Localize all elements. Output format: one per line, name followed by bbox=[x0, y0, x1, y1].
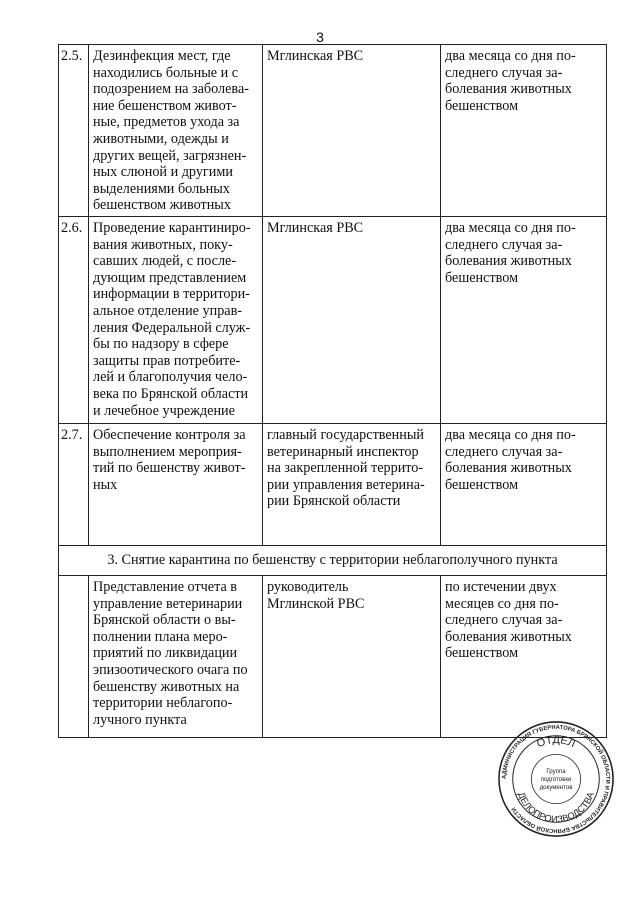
deadline-cell bbox=[441, 424, 607, 546]
text-line: болевания животных bbox=[445, 460, 572, 477]
text-line: защиты прав потребите- bbox=[93, 352, 241, 369]
text-line: на закрепленной террито- bbox=[267, 460, 424, 477]
action-cell bbox=[89, 576, 263, 738]
text-line: Дезинфекция мест, где bbox=[93, 48, 231, 64]
text-line: бешенством животных bbox=[93, 197, 231, 214]
action-cell bbox=[89, 45, 263, 217]
text-line: бешенству животных на bbox=[93, 678, 240, 695]
stamp-center-line: документов bbox=[539, 783, 573, 791]
responsible-cell bbox=[263, 424, 441, 546]
item-number bbox=[59, 576, 89, 738]
section-heading: 3. Снятие карантина по бешенству с территории неблагополучного пункта bbox=[59, 546, 607, 576]
deadline-cell bbox=[441, 217, 607, 424]
text-line: ние бешенством живот- bbox=[93, 97, 237, 114]
text-line: руководитель bbox=[267, 579, 349, 595]
text-line: бешенством bbox=[445, 476, 519, 493]
text-line: альное отделение управ- bbox=[93, 302, 243, 319]
text-line: главный государственный bbox=[267, 427, 424, 443]
text-line: находились больные и с bbox=[93, 64, 239, 81]
text-line: эпизоотического очага по bbox=[93, 661, 248, 678]
text-line: следнего случая за- bbox=[445, 612, 563, 629]
text-line: бешенством bbox=[445, 269, 519, 286]
deadline-cell bbox=[441, 45, 607, 217]
text-line: тий по бешенству живот- bbox=[93, 460, 246, 477]
text-line: два месяца со дня по- bbox=[445, 48, 576, 64]
text-line: болевания животных bbox=[445, 628, 572, 645]
text-line: болевания животных bbox=[445, 253, 572, 270]
text-line: Брянской области о вы- bbox=[93, 612, 236, 629]
table-row bbox=[59, 576, 607, 738]
stamp-ring-text: АДМИНИСТРАЦИЯ ГУБЕРНАТОРА БРЯНСКОЙ ОБЛАСТИ И ПРАВИТЕЛЬСТВА БРЯНСКОЙ ОБЛАСТИ bbox=[501, 724, 611, 834]
text-line: ветеринарный инспектор bbox=[267, 443, 419, 460]
text-line: полнении плана меро- bbox=[93, 628, 228, 645]
responsible-cell bbox=[263, 217, 441, 424]
text-line: подозрением на заболева- bbox=[93, 81, 249, 98]
stamp-top-arc: ОТДЕЛ bbox=[535, 734, 577, 751]
text-line: Мглинская РВС bbox=[267, 48, 364, 64]
text-line: месяцев со дня по- bbox=[445, 595, 559, 612]
stamp-center-line: Группа bbox=[546, 768, 566, 776]
text-line: бешенством bbox=[445, 97, 519, 114]
office-stamp bbox=[497, 720, 615, 838]
text-line: дующим представлением bbox=[93, 269, 247, 286]
table-row bbox=[59, 217, 607, 424]
item-number: 2.7. bbox=[59, 424, 89, 546]
text-line: следнего случая за- bbox=[445, 64, 563, 81]
text-line: рии Брянской области bbox=[267, 493, 401, 510]
action-cell bbox=[89, 217, 263, 424]
text-line: болевания животных bbox=[445, 81, 572, 98]
text-line: два месяца со дня по- bbox=[445, 220, 576, 236]
text-line: ных слюной и другими bbox=[93, 164, 233, 181]
text-line: бы по надзору в сфере bbox=[93, 336, 229, 353]
text-line: ления Федеральной служ- bbox=[93, 319, 251, 336]
text-line: савших людей, с после- bbox=[93, 253, 237, 270]
responsible-cell bbox=[263, 45, 441, 217]
text-line: других вещей, загрязнен- bbox=[93, 147, 247, 164]
text-line: Мглинская РВС bbox=[267, 220, 364, 236]
text-line: века по Брянской области bbox=[93, 385, 249, 402]
text-line: по истечении двух bbox=[445, 579, 557, 595]
text-line: Обеспечение контроля за bbox=[93, 427, 246, 443]
text-line: Мглинской РВС bbox=[267, 595, 365, 612]
section-heading-row bbox=[59, 546, 607, 576]
svg-text:ОТДЕЛ bbox=[535, 734, 577, 750]
action-cell bbox=[89, 424, 263, 546]
text-line: следнего случая за- bbox=[445, 443, 563, 460]
text-line: Представление отчета в bbox=[93, 579, 238, 595]
text-line: животными, одежды и bbox=[93, 130, 229, 147]
text-line: два месяца со дня по- bbox=[445, 427, 576, 443]
table-row bbox=[59, 424, 607, 546]
stamp-center-line: подготовки bbox=[540, 775, 572, 783]
text-line: выполнением мероприя- bbox=[93, 443, 242, 460]
text-line: приятий по ликвидации bbox=[93, 645, 238, 662]
text-line: выделениями больных bbox=[93, 180, 230, 197]
plan-table bbox=[58, 44, 607, 738]
stamp-bottom-arc: ДЕЛОПРОИЗВОДСТВА bbox=[516, 790, 596, 825]
deadline-cell bbox=[441, 576, 607, 738]
text-line: следнего случая за- bbox=[445, 236, 563, 253]
text-line: ные, предметов ухода за bbox=[93, 114, 240, 131]
text-line: территории неблагопо- bbox=[93, 695, 233, 712]
page-number: 3 bbox=[316, 29, 324, 45]
table-row bbox=[59, 45, 607, 217]
item-number: 2.5. bbox=[59, 45, 89, 217]
text-line: ных bbox=[93, 476, 118, 493]
text-line: лей и благополучия чело- bbox=[93, 369, 248, 386]
text-line: вания животных, поку- bbox=[93, 236, 233, 253]
text-line: и лечебное учреждение bbox=[93, 402, 235, 419]
text-line: бешенством bbox=[445, 645, 519, 662]
text-line: Проведение карантиниро- bbox=[93, 220, 251, 236]
text-line: рии управления ветерина- bbox=[267, 476, 425, 493]
text-line: информации в территори- bbox=[93, 286, 250, 303]
text-line: лучного пункта bbox=[93, 711, 187, 728]
text-line: управление ветеринарии bbox=[93, 595, 243, 612]
item-number: 2.6. bbox=[59, 217, 89, 424]
responsible-cell bbox=[263, 576, 441, 738]
